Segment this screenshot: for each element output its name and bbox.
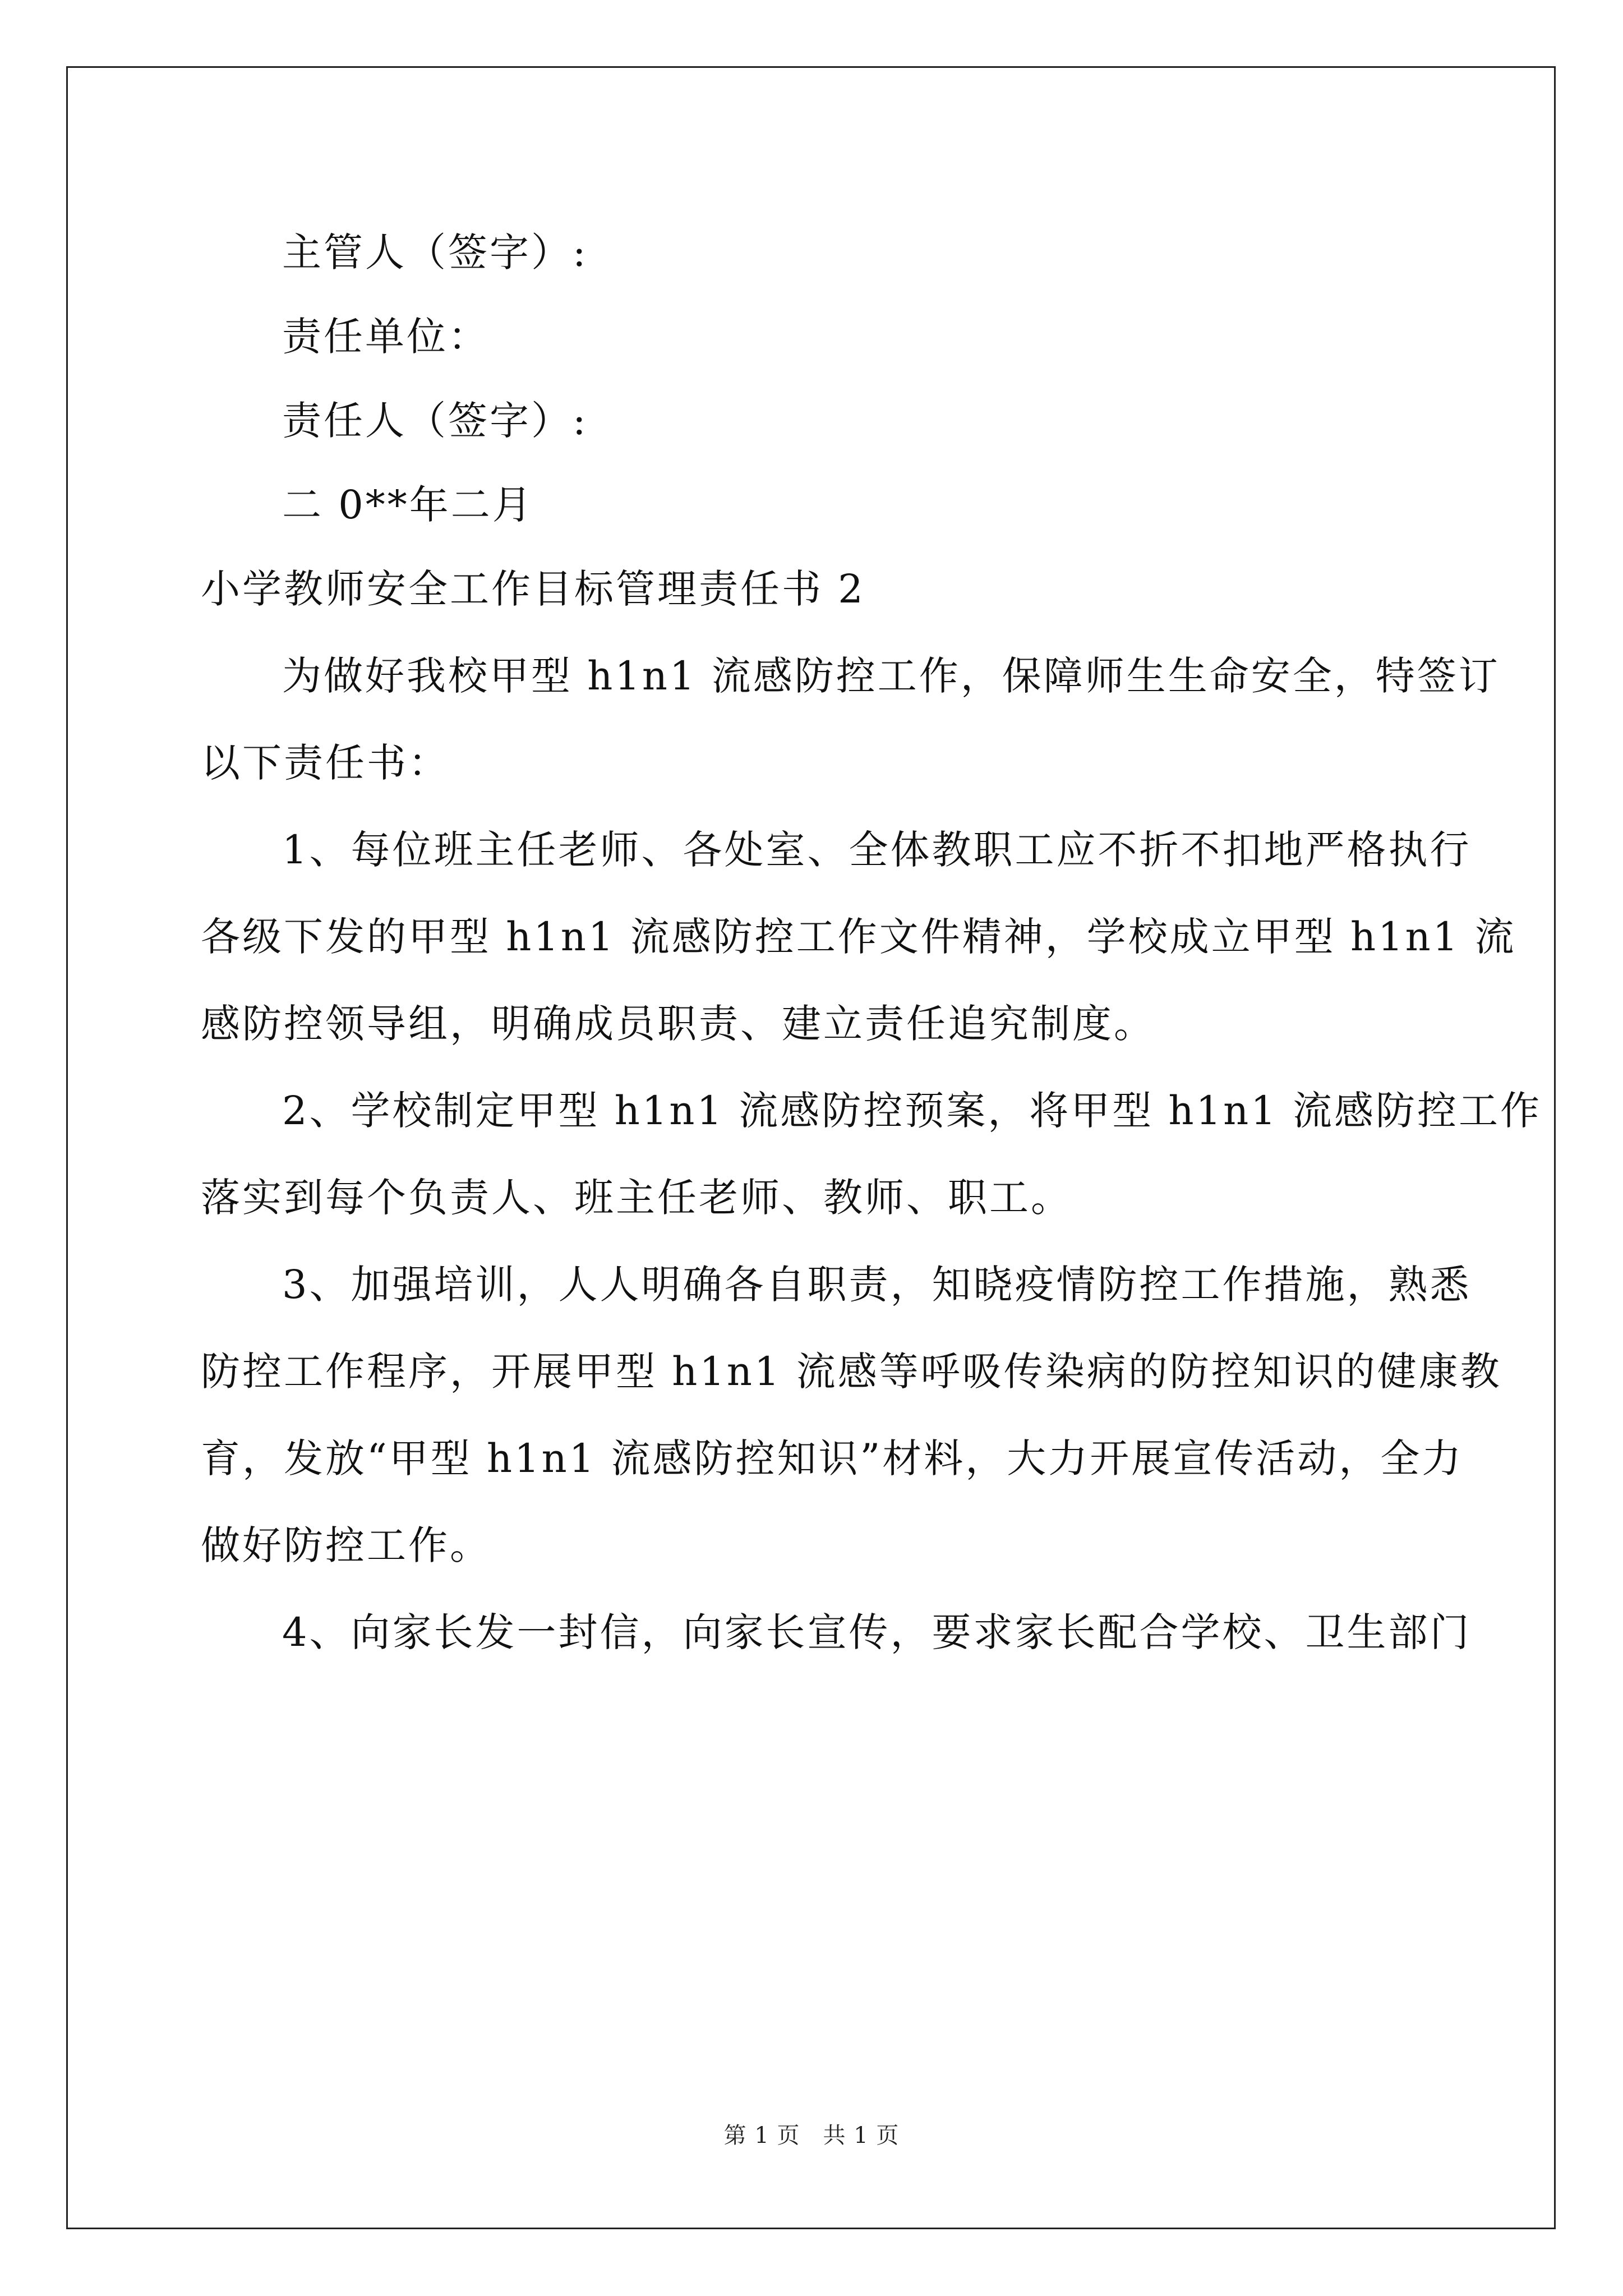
paragraph-2-line: 落实到每个负责人、班主任老师、教师、职工。 <box>201 1175 1072 1221</box>
responsible-unit-line: 责任单位： <box>282 314 490 360</box>
page-number-footer: 第 1 页 共 1 页 <box>723 2123 900 2148</box>
paragraph-2-line: 2、学校制定甲型 h1n1 流感防控预案，将甲型 h1n1 流感防控工作 <box>282 1088 1542 1134</box>
paragraph-4-line: 4、向家长发一封信，向家长宣传，要求家长配合学校、卫生部门 <box>282 1609 1472 1655</box>
paragraph-3-line: 做好防控工作。 <box>201 1522 491 1568</box>
paragraph-3-line: 育，发放“甲型 h1n1 流感防控知识”材料，大力开展宣传活动，全力 <box>201 1435 1464 1481</box>
page-border <box>66 66 1556 2229</box>
paragraph-1-line: 1、每位班主任老师、各处室、全体教职工应不折不扣地严格执行 <box>282 827 1472 873</box>
responsible-person-signature-line: 责任人（签字）: <box>282 398 588 444</box>
paragraph-1-line: 感防控领导组，明确成员职责、建立责任追究制度。 <box>201 1001 1155 1047</box>
paragraph-3-line: 3、加强培训，人人明确各自职责，知晓疫情防控工作措施，熟悉 <box>282 1262 1472 1308</box>
date-line: 二 0**年二月 <box>282 482 534 528</box>
supervisor-signature-line: 主管人（签字）: <box>282 229 588 275</box>
paragraph-intro-line: 以下责任书： <box>201 740 450 786</box>
paragraph-1-line: 各级下发的甲型 h1n1 流感防控工作文件精神，学校成立甲型 h1n1 流 <box>201 914 1516 960</box>
document-title: 小学教师安全工作目标管理责任书 2 <box>201 566 865 612</box>
paragraph-intro-line: 为做好我校甲型 h1n1 流感防控工作，保障师生生命安全，特签订 <box>282 653 1500 699</box>
paragraph-3-line: 防控工作程序，开展甲型 h1n1 流感等呼吸传染病的防控知识的健康教 <box>201 1349 1502 1395</box>
